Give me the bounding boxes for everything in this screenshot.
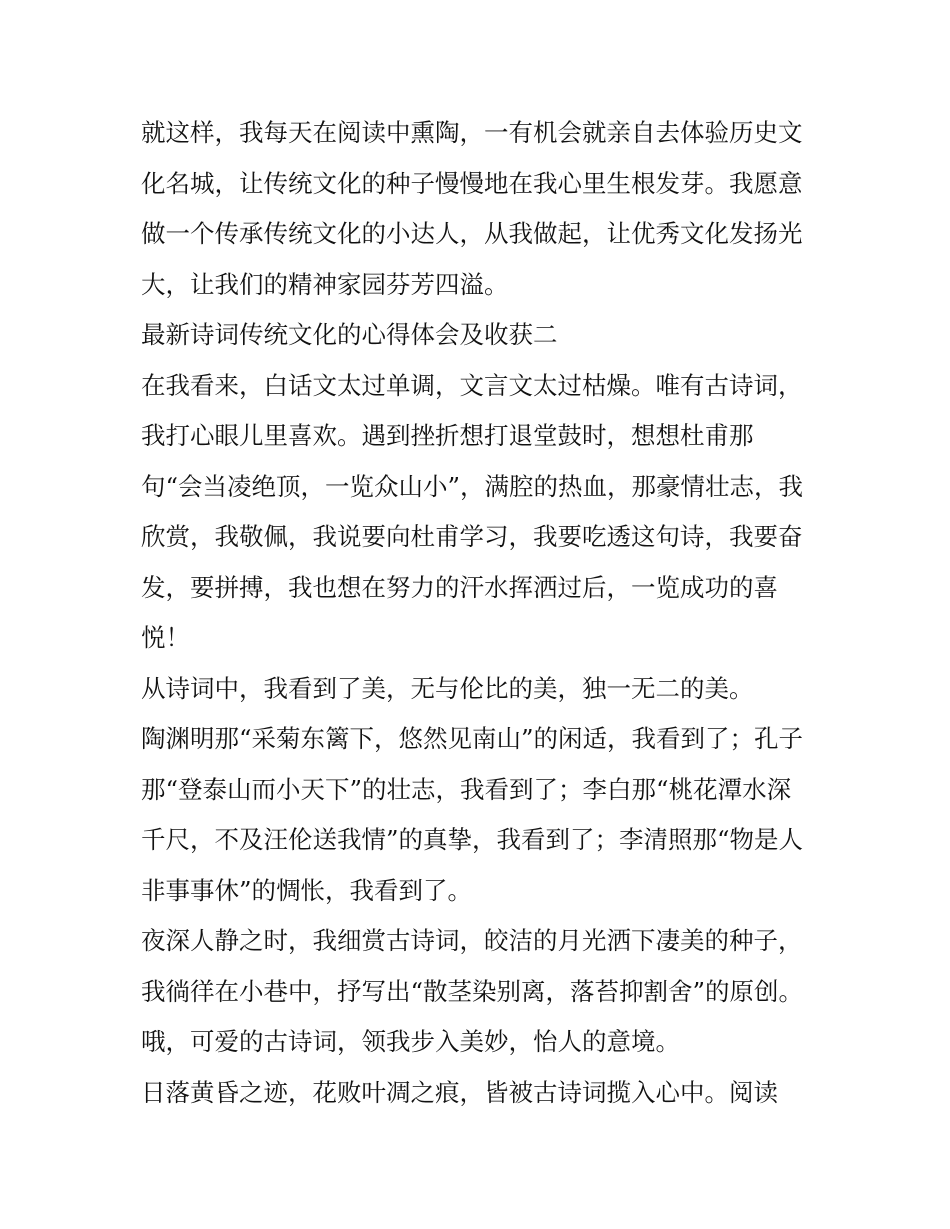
text-line-16: 非事事休”的惆怅，我看到了。 <box>141 875 473 905</box>
text-line-1: 就这样，我每天在阅读中熏陶，一有机会就亲自去体验历史文 <box>141 118 803 147</box>
text-line-4: 大，让我们的精神家园芬芳四溢。 <box>141 269 509 299</box>
text-line-20: 日落黄昏之迹，花败叶凋之痕，皆被古诗词揽入心中。阅读 <box>141 1077 778 1107</box>
text-line-2: 化名城，让传统文化的种子慢慢地在我心里生根发芽。我愿意 <box>141 168 803 198</box>
text-line-19: 哦，可爱的古诗词，领我步入美妙，怡人的意境。 <box>141 1027 680 1056</box>
text-line-7: 我打心眼儿里喜欢。遇到挫折想打退堂鼓时，想想杜甫那 <box>141 421 754 450</box>
text-line-14: 那“登泰山而小天下”的壮志，我看到了；李白那“桃花潭水深 <box>141 774 792 804</box>
text-line-15: 千尺，不及汪伦送我情”的真挚，我看到了；李清照那“物是人 <box>141 825 804 854</box>
text-line-3: 做一个传承传统文化的小达人，从我做起，让优秀文化发扬光 <box>141 219 803 248</box>
text-line-12: 从诗词中，我看到了美，无与伦比的美，独一无二的美。 <box>141 673 754 703</box>
text-line-17: 夜深人静之时，我细赏古诗词，皎洁的月光洒下凄美的种子， <box>141 926 803 955</box>
section-heading: 最新诗词传统文化的心得体会及收获二 <box>141 320 558 349</box>
text-line-10: 发，要拼搏，我也想在努力的汗水挥洒过后，一览成功的喜 <box>141 572 778 602</box>
text-line-11: 悦！ <box>141 623 190 652</box>
text-line-8: 句“会当凌绝顶，一览众山小”，满腔的热血，那豪情壮志，我 <box>141 471 804 501</box>
text-line-6: 在我看来，白话文太过单调，文言文太过枯燥。唯有古诗词， <box>141 370 803 400</box>
text-line-18: 我徜徉在小巷中，抒写出“散茎染别离，落苔抑割舍”的原创。 <box>141 976 804 1006</box>
document-body <box>141 108 821 1118</box>
text-line-9: 欣赏，我敬佩，我说要向杜甫学习，我要吃透这句诗，我要奋 <box>141 522 803 551</box>
text-line-13: 陶渊明那“采菊东篱下，悠然见南山”的闲适，我看到了；孔子 <box>141 724 804 753</box>
